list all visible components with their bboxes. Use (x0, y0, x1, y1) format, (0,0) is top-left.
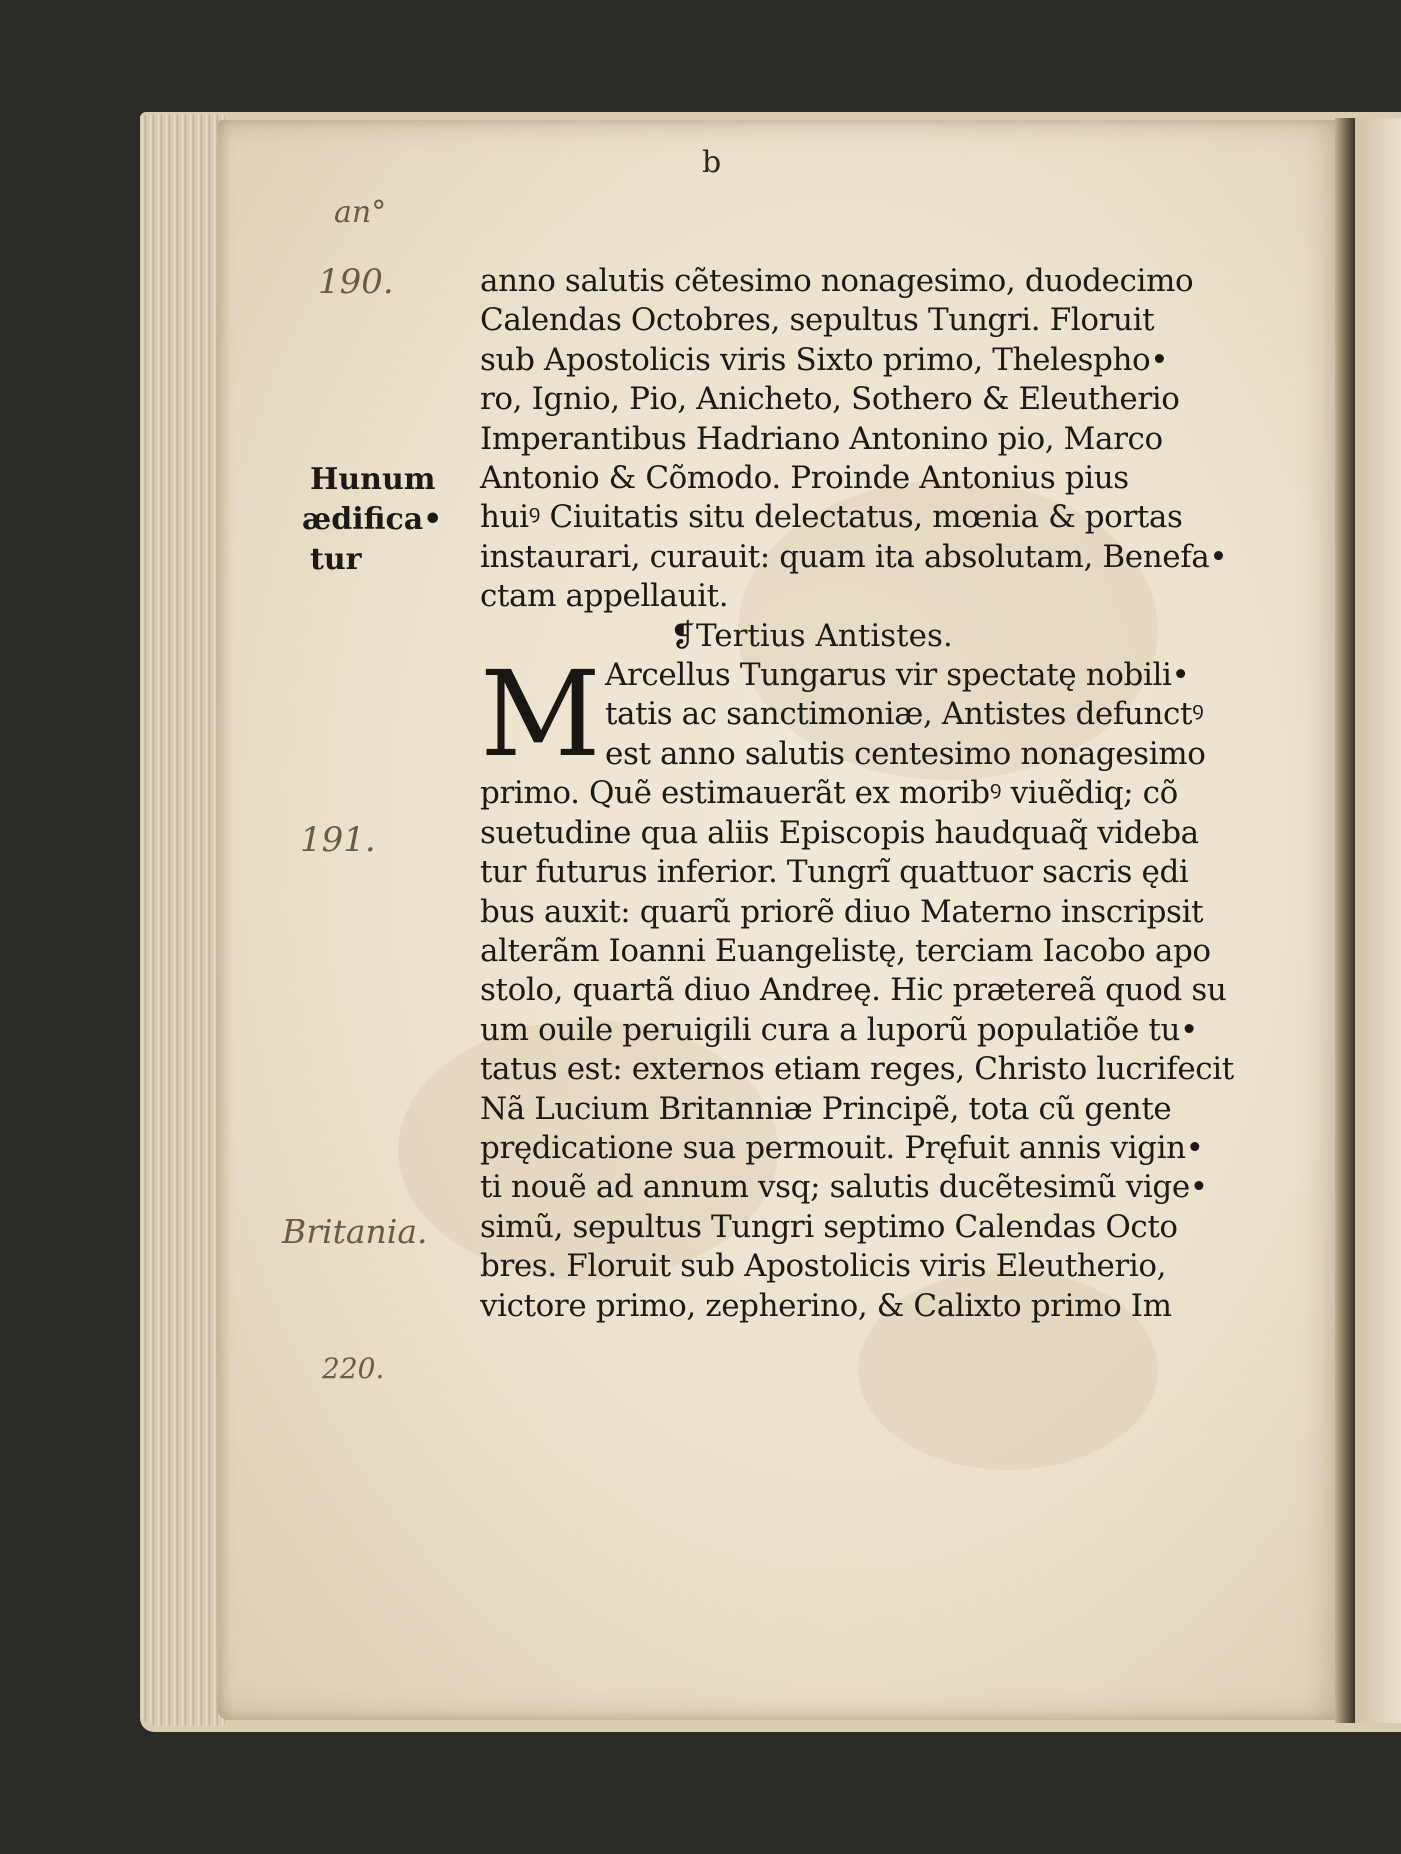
text-line: simũ, sepultus Tungri septimo Calendas Octo (480, 1208, 1178, 1245)
text-line: Calendas Octobres, sepultus Tungri. Floruit (480, 302, 1155, 339)
side-note-line: tur (310, 542, 362, 577)
text-line: est anno salutis centesimo nonagesimo (605, 735, 1206, 772)
text-line: huiꝰ Ciuitatis situ delectatus, mœnia & portas (480, 499, 1183, 536)
text-line: prędicatione sua permouit. Pręfuit annis vigin• (480, 1129, 1204, 1166)
text-line: instaurari, curauit: quam ita absolutam, Benefa• (480, 538, 1228, 575)
section-heading: ❡Tertius Antistes. (670, 617, 953, 654)
text-line: ti nouẽ ad annum vsq; salutis ducẽtesimũ vige• (480, 1169, 1208, 1206)
text-line: Arcellus Tungarus vir spectatę nobili• (605, 657, 1190, 694)
drop-cap-paragraph (480, 645, 1295, 784)
text-line: tatus est: externos etiam reges, Christo lucrifecit (480, 1051, 1234, 1088)
page-mark: b (702, 145, 722, 180)
side-note-line: ædifica• (302, 502, 443, 537)
text-line: primo. Quẽ estimauerãt ex moribꝰ viuẽdiq; cõ (480, 775, 1178, 812)
handwritten-year-190: 190. (318, 262, 394, 302)
handwritten-year-220: 220. (322, 1352, 385, 1385)
drop-cap-letter: M (480, 645, 601, 784)
text-line: Imperantibus Hadriano Antonino pio, Marco (480, 420, 1163, 457)
main-text (480, 262, 1295, 1326)
handwritten-year-191: 191. (300, 820, 376, 860)
text-line: bus auxit: quarũ priorẽ diuo Materno inscripsit (480, 893, 1204, 930)
text-line: Nã Lucium Britanniæ Principẽ, tota cũ gente (480, 1090, 1172, 1127)
handwritten-anno: an° (334, 195, 387, 230)
text-line: stolo, quartã diuo Andreę. Hic prætereã quod su (480, 972, 1227, 1009)
text-line: suetudine qua aliis Episcopis haudquaq̃ videba (480, 814, 1199, 851)
side-note-line: Hunum (310, 462, 436, 497)
text-line: anno salutis cẽtesimo nonagesimo, duodecimo (480, 263, 1194, 299)
handwritten-britania: Britania. (282, 1212, 428, 1251)
text-line: um ouile peruigili cura a luporũ populatiõe tu• (480, 1011, 1198, 1048)
text-line: tur futurus inferior. Tungrĩ quattuor sacris ędi (480, 854, 1189, 891)
text-line: alterãm Ioanni Euangelistę, terciam Iacobo apo (480, 932, 1211, 969)
text-line: ctam appellauit. (480, 578, 729, 615)
text-line: Antonio & Cõmodo. Proinde Antonius pius (480, 460, 1129, 497)
page-edges (140, 115, 225, 1725)
printed-side-note (302, 460, 460, 580)
text-line: sub Apostolicis viris Sixto primo, Thelespho• (480, 341, 1169, 378)
text-line: victore primo, zepherino, & Calixto primo Im (480, 1287, 1172, 1324)
facing-page-edge (1355, 118, 1401, 1723)
book-gutter (1335, 118, 1355, 1723)
text-line: tatis ac sanctimoniæ, Antistes defunctꝰ (605, 696, 1204, 733)
text-line: ro, Ignio, Pio, Anicheto, Sothero & Eleutherio (480, 381, 1180, 418)
text-line: bres. Floruit sub Apostolicis viris Eleutherio, (480, 1248, 1167, 1285)
